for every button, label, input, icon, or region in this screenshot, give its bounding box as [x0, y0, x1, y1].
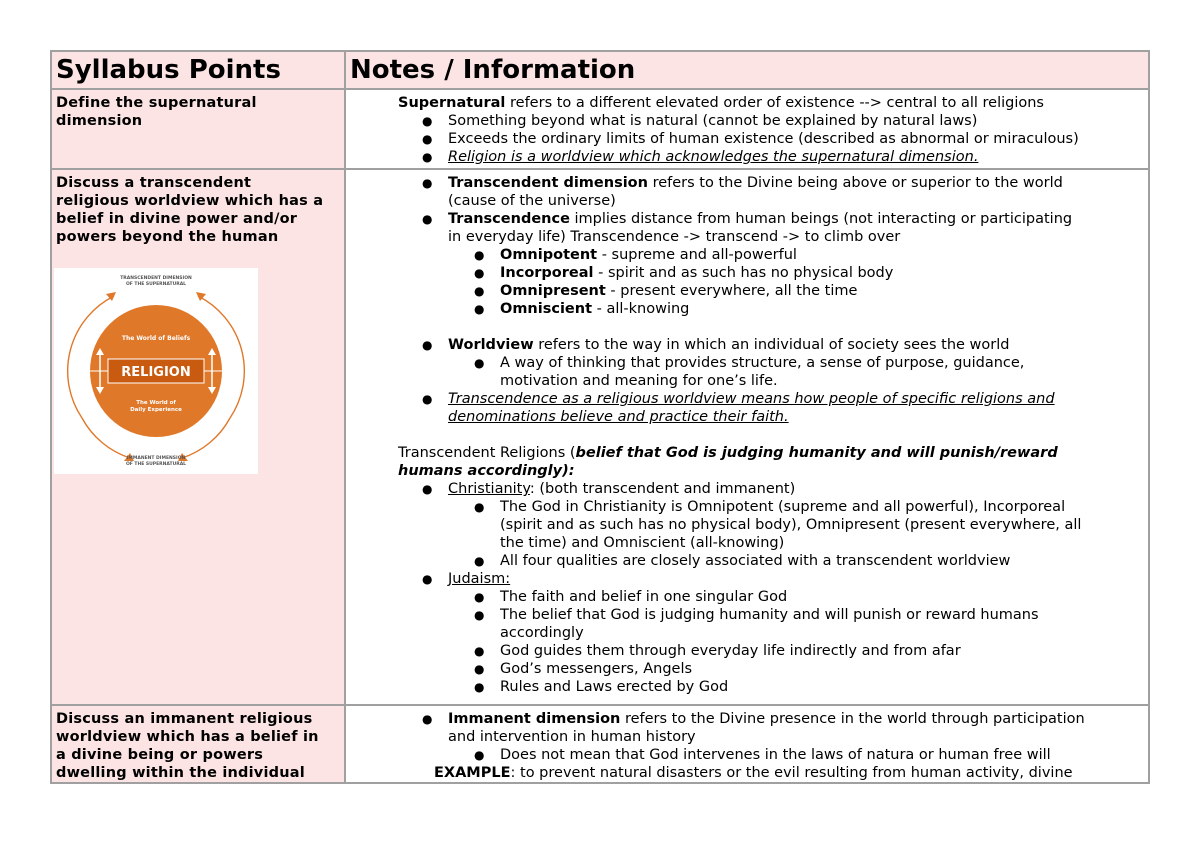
bullet-icon: ●	[474, 248, 485, 262]
note-line	[346, 148, 1148, 166]
notes-immanent	[345, 705, 1149, 783]
syllabus-text-line: belief in divine power and/or	[56, 211, 298, 227]
bullet-icon: ●	[422, 712, 433, 726]
bullet-icon: ●	[422, 150, 433, 164]
term-omnipotent: Omnipotent	[500, 247, 598, 263]
bullet-text: Exceeds the ordinary limits of human existence (described as abnormal or miraculous)	[448, 131, 1079, 147]
figure-daily-experience: The World of	[136, 400, 176, 406]
bullet-text: Transcendence as a religious worldview means how people of specific religions and	[448, 391, 1055, 407]
header-cell-notes	[345, 51, 1149, 89]
term-omnipresent: Omnipresent	[500, 283, 606, 299]
definition-text: refers to a different elevated order of existence --> central to all religions	[505, 95, 1044, 111]
bullet-icon: ●	[474, 266, 485, 280]
note-line	[346, 678, 1148, 696]
syllabus-point-supernatural	[51, 89, 345, 169]
note-line	[346, 372, 1148, 390]
figure-top-label: TRANSCENDENT DIMENSION	[120, 276, 192, 281]
definition-text: - supreme and all-powerful	[597, 247, 797, 263]
header-notes-information: Notes / Information	[350, 55, 636, 85]
note-line	[346, 228, 1148, 246]
term-incorporeal: Incorporeal	[500, 265, 594, 281]
bullet-text: A way of thinking that provides structure, a sense of purpose, guidance,	[500, 355, 1025, 371]
bullet-icon: ●	[422, 114, 433, 128]
example-label: EXAMPLE	[434, 765, 511, 781]
row-immanent	[51, 705, 1149, 783]
note-line	[346, 192, 1148, 210]
bullet-text: Something beyond what is natural (cannot be explained by natural laws)	[448, 113, 978, 129]
bullet-icon: ●	[474, 302, 485, 316]
syllabus-text-line: dwelling within the individual	[56, 765, 305, 781]
syllabus-text-line: Discuss a transcendent	[56, 175, 252, 191]
note-line	[346, 408, 1148, 426]
term-transcendent-dimension: Transcendent dimension	[448, 175, 648, 191]
definition-text: in everyday life) Transcendence -> transcend -> to climb over	[448, 229, 901, 245]
note-line	[346, 112, 1148, 130]
note-line	[346, 642, 1148, 660]
bullet-icon: ●	[474, 680, 485, 694]
note-line	[346, 130, 1148, 148]
bullet-icon: ●	[474, 554, 485, 568]
bullet-icon: ●	[422, 176, 433, 190]
term-worldview: Worldview	[448, 337, 534, 353]
syllabus-text-line: dimension	[56, 113, 143, 129]
bullet-text: The faith and belief in one singular God	[500, 589, 788, 605]
definition-text: (cause of the universe)	[448, 193, 616, 209]
term-transcendence: Transcendence	[448, 211, 570, 227]
bullet-icon: ●	[474, 590, 485, 604]
definition-text: and intervention in human history	[448, 729, 696, 745]
note-line	[346, 246, 1148, 264]
religion-worldview-diagram	[54, 268, 258, 474]
definition-text: refers to the Divine presence in the world through participation	[620, 711, 1085, 727]
section-heading-italic: belief that God is judging humanity and will punish/reward	[575, 445, 1058, 461]
spacer	[346, 318, 1148, 336]
term-omniscient: Omniscient	[500, 301, 593, 317]
syllabus-text-line: religious worldview which has a	[56, 193, 324, 209]
syllabus-text-line: Define the supernatural	[56, 95, 257, 111]
note-line	[346, 336, 1148, 354]
note-line	[346, 660, 1148, 678]
note-line	[346, 710, 1148, 728]
note-line	[346, 570, 1148, 588]
definition-text: - spirit and as such has no physical body	[593, 265, 894, 281]
bullet-icon: ●	[422, 338, 433, 352]
notes-supernatural	[345, 89, 1149, 169]
bullet-icon: ●	[422, 212, 433, 226]
header-cell-syllabus	[51, 51, 345, 89]
bullet-icon: ●	[422, 132, 433, 146]
spacer	[346, 426, 1148, 444]
figure-religion-label: RELIGION	[121, 365, 191, 380]
note-line	[346, 94, 1148, 112]
term-supernatural: Supernatural	[398, 95, 506, 111]
bullet-icon: ●	[474, 356, 485, 370]
note-line	[346, 516, 1148, 534]
religion-christianity: Christianity	[448, 481, 530, 497]
bullet-icon: ●	[422, 482, 433, 496]
figure-bottom-label: OF THE SUPERNATURAL	[125, 462, 187, 467]
bullet-text: (spirit and as such has no physical body), Omnipresent (present everywhere, all	[500, 517, 1082, 533]
definition-text: implies distance from human beings (not interacting or participating	[569, 211, 1073, 227]
note-line	[346, 624, 1148, 642]
note-line	[346, 498, 1148, 516]
note-line	[346, 534, 1148, 552]
note-line	[346, 282, 1148, 300]
note-line	[346, 728, 1148, 746]
definition-text: refers to the Divine being above or superior to the world	[647, 175, 1063, 191]
note-line	[346, 764, 1148, 782]
religion-judaism: Judaism:	[448, 571, 511, 587]
bullet-text: Religion is a worldview which acknowledges the supernatural dimension.	[448, 149, 979, 165]
note-line	[346, 480, 1148, 498]
bullet-icon: ●	[474, 284, 485, 298]
bullet-text: God guides them through everyday life indirectly and from afar	[500, 643, 961, 659]
note-line	[346, 552, 1148, 570]
header-syllabus-points: Syllabus Points	[56, 55, 281, 85]
section-heading-italic: humans accordingly):	[398, 463, 575, 479]
syllabus-point-immanent	[51, 705, 345, 783]
definition-text: : (both transcendent and immanent)	[529, 481, 796, 497]
bullet-text: Does not mean that God intervenes in the laws of natura or human free will	[500, 747, 1051, 763]
note-line	[346, 210, 1148, 228]
example-text: : to prevent natural disasters or the evil resulting from human activity, divine	[510, 765, 1073, 781]
bullet-text: All four qualities are closely associated with a transcendent worldview	[500, 553, 1011, 569]
bullet-text: motivation and meaning for one’s life.	[500, 373, 778, 389]
note-line	[346, 444, 1148, 462]
notes-transcendent	[345, 169, 1149, 705]
bullet-text: The God in Christianity is Omnipotent (supreme and all powerful), Incorporeal	[500, 499, 1066, 515]
definition-text: - all-knowing	[592, 301, 690, 317]
definition-text: - present everywhere, all the time	[605, 283, 858, 299]
definition-text: refers to the way in which an individual of society sees the world	[533, 337, 1010, 353]
note-line	[346, 300, 1148, 318]
bullet-text: denominations believe and practice their faith.	[448, 409, 789, 425]
bullet-icon: ●	[474, 662, 485, 676]
bullet-icon: ●	[474, 500, 485, 514]
header-row	[51, 51, 1149, 89]
bullet-text: The belief that God is judging humanity and will punish or reward humans	[500, 607, 1039, 623]
bullet-icon: ●	[422, 572, 433, 586]
bullet-icon: ●	[474, 608, 485, 622]
bullet-icon: ●	[474, 748, 485, 762]
syllabus-text-line: worldview which has a belief in	[56, 729, 319, 745]
figure-top-label: OF THE SUPERNATURAL	[125, 282, 187, 287]
note-line	[346, 606, 1148, 624]
row-supernatural	[51, 89, 1149, 169]
note-line	[346, 264, 1148, 282]
bullet-text: the time) and Omniscient (all-knowing)	[500, 535, 785, 551]
note-line	[346, 174, 1148, 192]
note-line	[346, 462, 1148, 480]
note-line	[346, 746, 1148, 764]
term-immanent-dimension: Immanent dimension	[448, 711, 621, 727]
bullet-text: accordingly	[500, 625, 584, 641]
note-line	[346, 588, 1148, 606]
bullet-text: Rules and Laws erected by God	[500, 679, 729, 695]
syllabus-text-line: a divine being or powers	[56, 747, 264, 763]
figure-daily-experience: Daily Experience	[130, 407, 182, 413]
figure-world-of-beliefs: The World of Beliefs	[121, 335, 191, 342]
section-heading: Transcendent Religions (	[398, 445, 576, 461]
bullet-text: God’s messengers, Angels	[500, 661, 693, 677]
bullet-icon: ●	[422, 392, 433, 406]
bullet-icon: ●	[474, 644, 485, 658]
syllabus-text-line: Discuss an immanent religious	[56, 711, 313, 727]
syllabus-text-line: powers beyond the human	[56, 229, 279, 245]
figure-bottom-label: IMMANENT DIMENSION	[126, 456, 186, 461]
note-line	[346, 390, 1148, 408]
note-line	[346, 354, 1148, 372]
